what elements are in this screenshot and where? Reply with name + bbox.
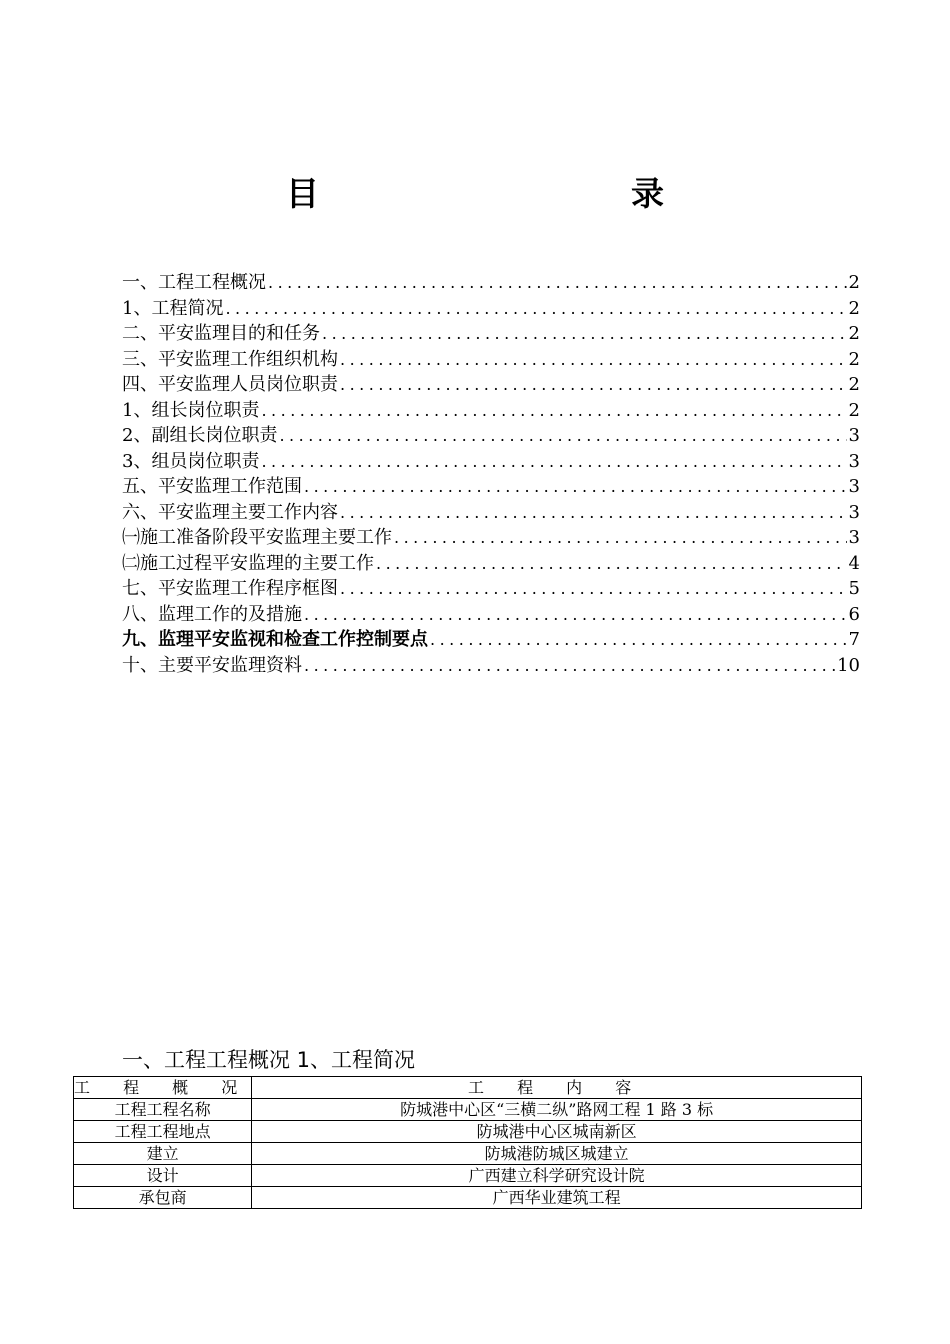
table-header-cell: 工 程 内 容 (252, 1077, 862, 1099)
toc-leader-dots (279, 423, 846, 449)
toc-entry-page: 5 (848, 578, 860, 599)
toc-entry-page: 2 (848, 399, 860, 421)
toc-entry[interactable] (122, 474, 860, 500)
toc-entry-label: 十、主要平安监理资料 (122, 654, 302, 676)
toc-entry[interactable] (122, 653, 860, 679)
toc-leader-dots (376, 551, 847, 577)
toc-leader-dots (340, 500, 847, 526)
toc-leader-dots (261, 398, 846, 424)
toc-entry-label: 九、监理平安监视和检查工作控制要点 (122, 629, 428, 650)
page-title: 目 录 (286, 174, 746, 213)
toc-entry-label: 二、平安监理目的和任务 (122, 323, 320, 344)
table-cell-label: 设计 (74, 1165, 252, 1187)
toc-entry-label: 八、监理工作的及措施 (122, 603, 302, 625)
table-header-row (74, 1077, 862, 1099)
toc-entry-label: 一、工程工程概况 (122, 272, 266, 293)
toc-entry[interactable] (122, 296, 860, 322)
toc-entry-page: 3 (848, 527, 860, 548)
toc-entry-page: 2 (848, 323, 860, 344)
toc-leader-dots (394, 525, 847, 551)
section-heading: 一、工程工程概况 1、工程简况 (122, 1048, 416, 1072)
toc-entry-label: 三、平安监理工作组织机构 (122, 348, 338, 370)
table-cell-value: 防城港中心区“三横二纵”路网工程 1 路 3 标 (252, 1099, 862, 1121)
toc-leader-dots (268, 270, 847, 296)
toc-leader-dots (304, 602, 847, 628)
toc-entry[interactable] (122, 576, 860, 602)
toc-leader-dots (340, 372, 847, 398)
table-row (74, 1121, 862, 1143)
table-cell-value: 防城港防城区城建立 (252, 1143, 862, 1165)
toc-entry-label: ㈠施工准备阶段平安监理主要工作 (122, 527, 392, 548)
toc-entry[interactable] (122, 270, 860, 296)
toc-entry-page: 6 (848, 603, 860, 625)
toc-leader-dots (225, 296, 846, 322)
toc-entry-page: 4 (848, 552, 860, 574)
table-cell-label: 建立 (74, 1143, 252, 1165)
toc-entry-page: 3 (848, 476, 860, 497)
table-cell-value: 广西华业建筑工程 (252, 1187, 862, 1209)
table-of-contents (122, 270, 860, 678)
toc-leader-dots (304, 474, 847, 500)
toc-entry-page: 2 (848, 374, 860, 395)
toc-entry-page: 2 (848, 297, 860, 319)
table-cell-label: 工程工程名称 (74, 1099, 252, 1121)
toc-leader-dots (304, 653, 835, 679)
toc-entry-page: 2 (848, 348, 860, 370)
toc-leader-dots (322, 321, 847, 347)
toc-entry-label: ㈡施工过程平安监理的主要工作 (122, 552, 374, 574)
toc-entry-page: 3 (848, 425, 860, 446)
toc-entry[interactable] (122, 627, 860, 653)
toc-entry-label: 六、平安监理主要工作内容 (122, 501, 338, 523)
toc-entry-page: 3 (848, 501, 860, 523)
toc-entry-label: 五、平安监理工作范围 (122, 476, 302, 497)
table-cell-value: 广西建立科学研究设计院 (252, 1165, 862, 1187)
table-row (74, 1165, 862, 1187)
toc-leader-dots (340, 347, 847, 373)
table-cell-value: 防城港中心区城南新区 (252, 1121, 862, 1143)
toc-entry[interactable] (122, 372, 860, 398)
table-row (74, 1187, 862, 1209)
toc-entry[interactable] (122, 500, 860, 526)
toc-entry[interactable] (122, 347, 860, 373)
toc-entry[interactable] (122, 321, 860, 347)
table-header-cell: 工 程 概 况 (74, 1078, 252, 1097)
table-row (74, 1143, 862, 1165)
toc-entry[interactable] (122, 423, 860, 449)
toc-entry-label: 2、副组长岗位职责 (122, 425, 278, 446)
toc-entry-label: 3、组员岗位职责 (122, 450, 260, 472)
toc-entry-label: 四、平安监理人员岗位职责 (122, 374, 338, 395)
table-cell-label: 承包商 (74, 1187, 252, 1209)
toc-entry-label: 七、平安监理工作程序框图 (122, 578, 338, 599)
toc-entry[interactable] (122, 398, 860, 424)
toc-entry-page: 2 (848, 272, 860, 293)
toc-leader-dots (340, 576, 847, 602)
toc-entry[interactable] (122, 449, 860, 475)
toc-entry[interactable] (122, 551, 860, 577)
table-row (74, 1099, 862, 1121)
project-overview-table (73, 1076, 862, 1209)
table-cell-label: 工程工程地点 (74, 1121, 252, 1143)
toc-entry-page: 10 (837, 654, 860, 676)
toc-leader-dots (261, 449, 846, 475)
toc-entry[interactable] (122, 602, 860, 628)
toc-entry-page: 3 (848, 450, 860, 472)
toc-entry-label: 1、工程简况 (122, 297, 224, 319)
toc-entry-page: 7 (848, 629, 860, 650)
toc-entry-label: 1、组长岗位职责 (122, 399, 260, 421)
toc-entry[interactable] (122, 525, 860, 551)
toc-leader-dots (430, 627, 847, 653)
